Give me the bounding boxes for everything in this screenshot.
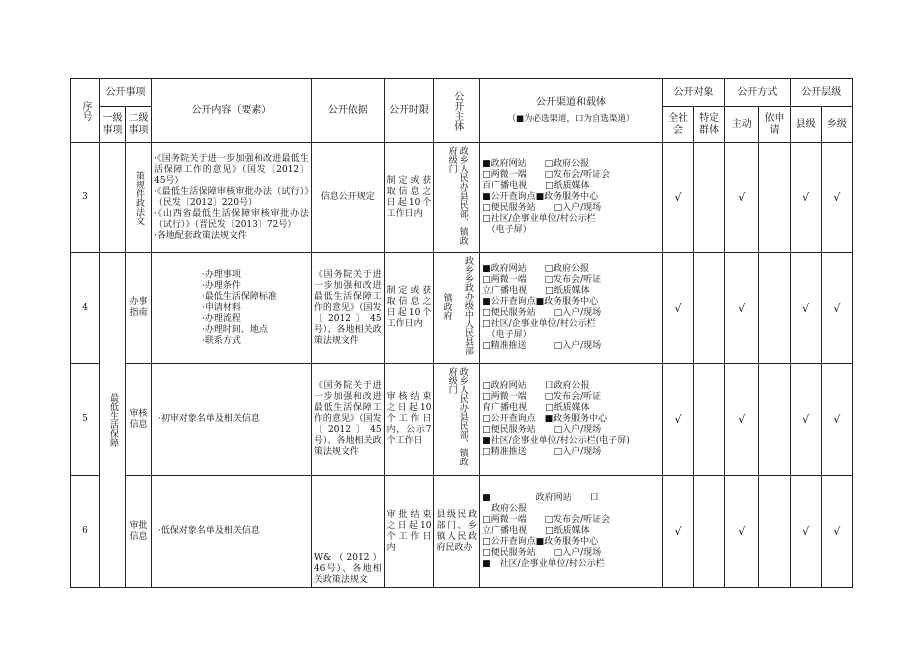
content-line: ·初审对象名单及相关信息	[157, 414, 260, 424]
header-subject: 公开主体	[434, 79, 480, 143]
row-content	[151, 253, 311, 364]
channel-line: □两微一端 □发布会/听证	[482, 392, 602, 402]
header-basis: 公开依据	[311, 79, 384, 143]
channel-line: 育广播电视 □纸质媒体	[482, 403, 590, 413]
channel-line: 立广播电视 □纸质媒体	[482, 526, 590, 536]
content-line: ·《山西省最低生活保障审核审批办法（试行）》（晋民发〔2013〕72号）	[153, 208, 309, 230]
channel-line: （电子屏）	[482, 225, 532, 235]
content-line: ·办理流程	[201, 313, 241, 324]
check-all: √	[662, 364, 693, 476]
channel-line: □便民服务站 □入户/现场	[482, 548, 602, 558]
row-seq: 3	[71, 143, 100, 253]
header-level-county: 县级	[790, 107, 821, 143]
row-channels	[480, 253, 663, 364]
check-town: √	[821, 253, 852, 364]
channel-line: 百广播电视 □纸质媒体	[482, 181, 590, 191]
table-row	[71, 143, 853, 253]
check-all: √	[662, 476, 693, 588]
channel-line: ■政府网站 □政府公报	[482, 159, 590, 169]
check-town: √	[821, 143, 852, 253]
header-target: 公开对象	[662, 79, 724, 107]
row-basis: 《国务院关于进一步加强和改进最低生活保障工作的意见》（国发〔2012〕45号）、各地相关政策法规文件	[311, 364, 384, 476]
check-active: √	[725, 143, 759, 253]
header-method-active: 主动	[725, 107, 759, 143]
subject-part-a: 镇政府	[441, 293, 452, 320]
row-subject	[434, 253, 480, 364]
channel-line: □两微一端 □发布会/听证会	[482, 170, 611, 180]
channel-line: （电子屏）	[482, 330, 532, 340]
content-line: ·低保对象名单及相关信息	[157, 526, 260, 536]
channel-line: □两微一端 □发布会/听证会	[482, 515, 611, 525]
content-line: ·办理时间、地点	[201, 324, 268, 335]
row-basis: 信息公开规定	[311, 143, 384, 253]
content-line: ·办理事项	[201, 269, 241, 280]
header-item: 公开事项	[100, 79, 152, 107]
content-line: ·申请材料	[201, 302, 241, 313]
check-county: √	[790, 143, 821, 253]
row-channels	[480, 476, 663, 588]
header-target-special: 特定群体	[694, 107, 725, 143]
row-l1-empty	[100, 143, 126, 253]
table-row	[71, 476, 853, 588]
check-town: √	[821, 364, 852, 476]
channel-line: □政府网站 口政府公报	[482, 381, 590, 391]
check-active: √	[725, 253, 759, 364]
check-active: √	[725, 476, 759, 588]
check-apply	[759, 476, 790, 588]
channel-line: 立广播电视 □纸质媒体	[482, 286, 590, 296]
header-method-apply: 依申请	[759, 107, 790, 143]
channel-line: 政府公报	[482, 504, 528, 514]
check-active: √	[725, 364, 759, 476]
channel-line: □便民服务站 □入户/现场	[482, 203, 602, 213]
header-channel-title: 公开渠道和载体	[536, 96, 606, 108]
row-basis: W&（2012）46号）、各地相关政策法规文	[311, 476, 384, 588]
content-line: ·《国务院关于进一步加强和改进最低生活保障工作的意见》（国发〔2012〕45号）	[153, 153, 309, 186]
row-l2: 审批信息	[126, 476, 152, 588]
row-channels	[480, 364, 663, 476]
check-county: √	[790, 253, 821, 364]
row-subject: 政乡人民办县民部、镇政府级门	[434, 364, 480, 476]
row-seq: 4	[71, 253, 100, 364]
header-level: 公开层级	[790, 79, 852, 107]
channel-line: ■ 社区/企事业单位/村公示栏	[482, 559, 605, 569]
table-row	[71, 253, 853, 364]
check-town: √	[821, 476, 852, 588]
check-special	[694, 364, 725, 476]
check-all: √	[662, 143, 693, 253]
row-content	[151, 143, 311, 253]
row-time: 制定或获取信息之日起10个工作日内	[384, 143, 434, 253]
channel-line: □两微一端 □发布会/听证	[482, 275, 602, 285]
header-time: 公开时限	[384, 79, 434, 143]
row-time: 制定或获取信息之日起10个工作日内	[384, 253, 434, 364]
check-apply	[759, 364, 790, 476]
disclosure-table	[70, 78, 853, 588]
check-special	[694, 253, 725, 364]
row-l2: 策规件政法文	[126, 143, 152, 253]
channel-line: ■政府网站 □政府公报	[482, 264, 590, 274]
content-line: ·各地配套政策法规文件	[153, 230, 247, 241]
row-seq: 5	[71, 364, 100, 476]
row-time: 审核结束之日起10个工作日内，公示7个工作日	[384, 364, 434, 476]
header-content: 公开内容（要素）	[151, 79, 311, 143]
header-level-town: 乡级	[821, 107, 852, 143]
row-time: 审批结束之日起10个工作日内	[384, 476, 434, 588]
header-item-l2: 二级事项	[126, 107, 152, 143]
channel-line: ■公开查询点■政务服务中心	[482, 192, 599, 202]
channel-line: □公开查询点 ■政务服务中心	[482, 414, 608, 424]
header-channel-note: （■为必选渠道，口为自选渠道）	[507, 113, 635, 124]
row-l2: 办事指南	[126, 253, 152, 364]
row-subject: 县级民政部门、乡镇人民政府民政办	[434, 476, 480, 588]
row-l2: 审核信息	[126, 364, 152, 476]
header-channel	[480, 79, 663, 143]
check-county: √	[790, 476, 821, 588]
row-seq: 6	[71, 476, 100, 588]
content-line: ·联系方式	[201, 335, 241, 346]
channel-line: □社区/企事业单位/村公示栏	[482, 319, 596, 329]
check-special	[694, 476, 725, 588]
channel-line: □便民服务站 □入户/现场	[482, 425, 602, 435]
channel-line: ■社区/企事业单位/村公示栏(电子屏)	[482, 436, 630, 446]
check-all: √	[662, 253, 693, 364]
row-subject: 政乡人民办县民部、镇政府级门	[434, 143, 480, 253]
channel-line: ■ 政府网站 口	[482, 493, 599, 503]
channel-line: ■公开查询点■政务服务中心	[482, 297, 599, 307]
content-line: ·办理条件	[201, 280, 241, 291]
row-l1-group: 最低生活保障	[100, 253, 126, 588]
check-special	[694, 143, 725, 253]
header-method: 公开方式	[725, 79, 790, 107]
channel-line: □精准推送 □入户/现场	[482, 447, 602, 457]
row-channels	[480, 143, 663, 253]
channel-line: □社区/企事业单位/村公示栏	[482, 214, 596, 224]
row-content	[151, 364, 311, 476]
channel-line: □便民服务站 □入户/现场	[482, 308, 602, 318]
header-target-all: 全社会	[662, 107, 693, 143]
check-county: √	[790, 364, 821, 476]
header-item-l1: 一级事项	[100, 107, 126, 143]
table-row	[71, 364, 853, 476]
subject-part-b: 政乡乡政办级中人民县部	[462, 256, 473, 355]
check-apply	[759, 143, 790, 253]
channel-line: □公开查询点■政务服务中心	[482, 537, 599, 547]
content-line: ·最低生活保障标准	[201, 291, 277, 302]
header-seq: 序号	[71, 79, 100, 143]
content-line: ·《最低生活保障审核审批办法（试行）》（民发〔2012〕220号）	[153, 186, 309, 208]
check-apply	[759, 253, 790, 364]
row-basis: 《国务院关于进一步加强和改进最低生活保障工作的意见》（国发〔2012〕45号）、各地相关政策法规文件	[311, 253, 384, 364]
row-content	[151, 476, 311, 588]
channel-line: □精准推送 □入户/现场	[482, 341, 602, 351]
